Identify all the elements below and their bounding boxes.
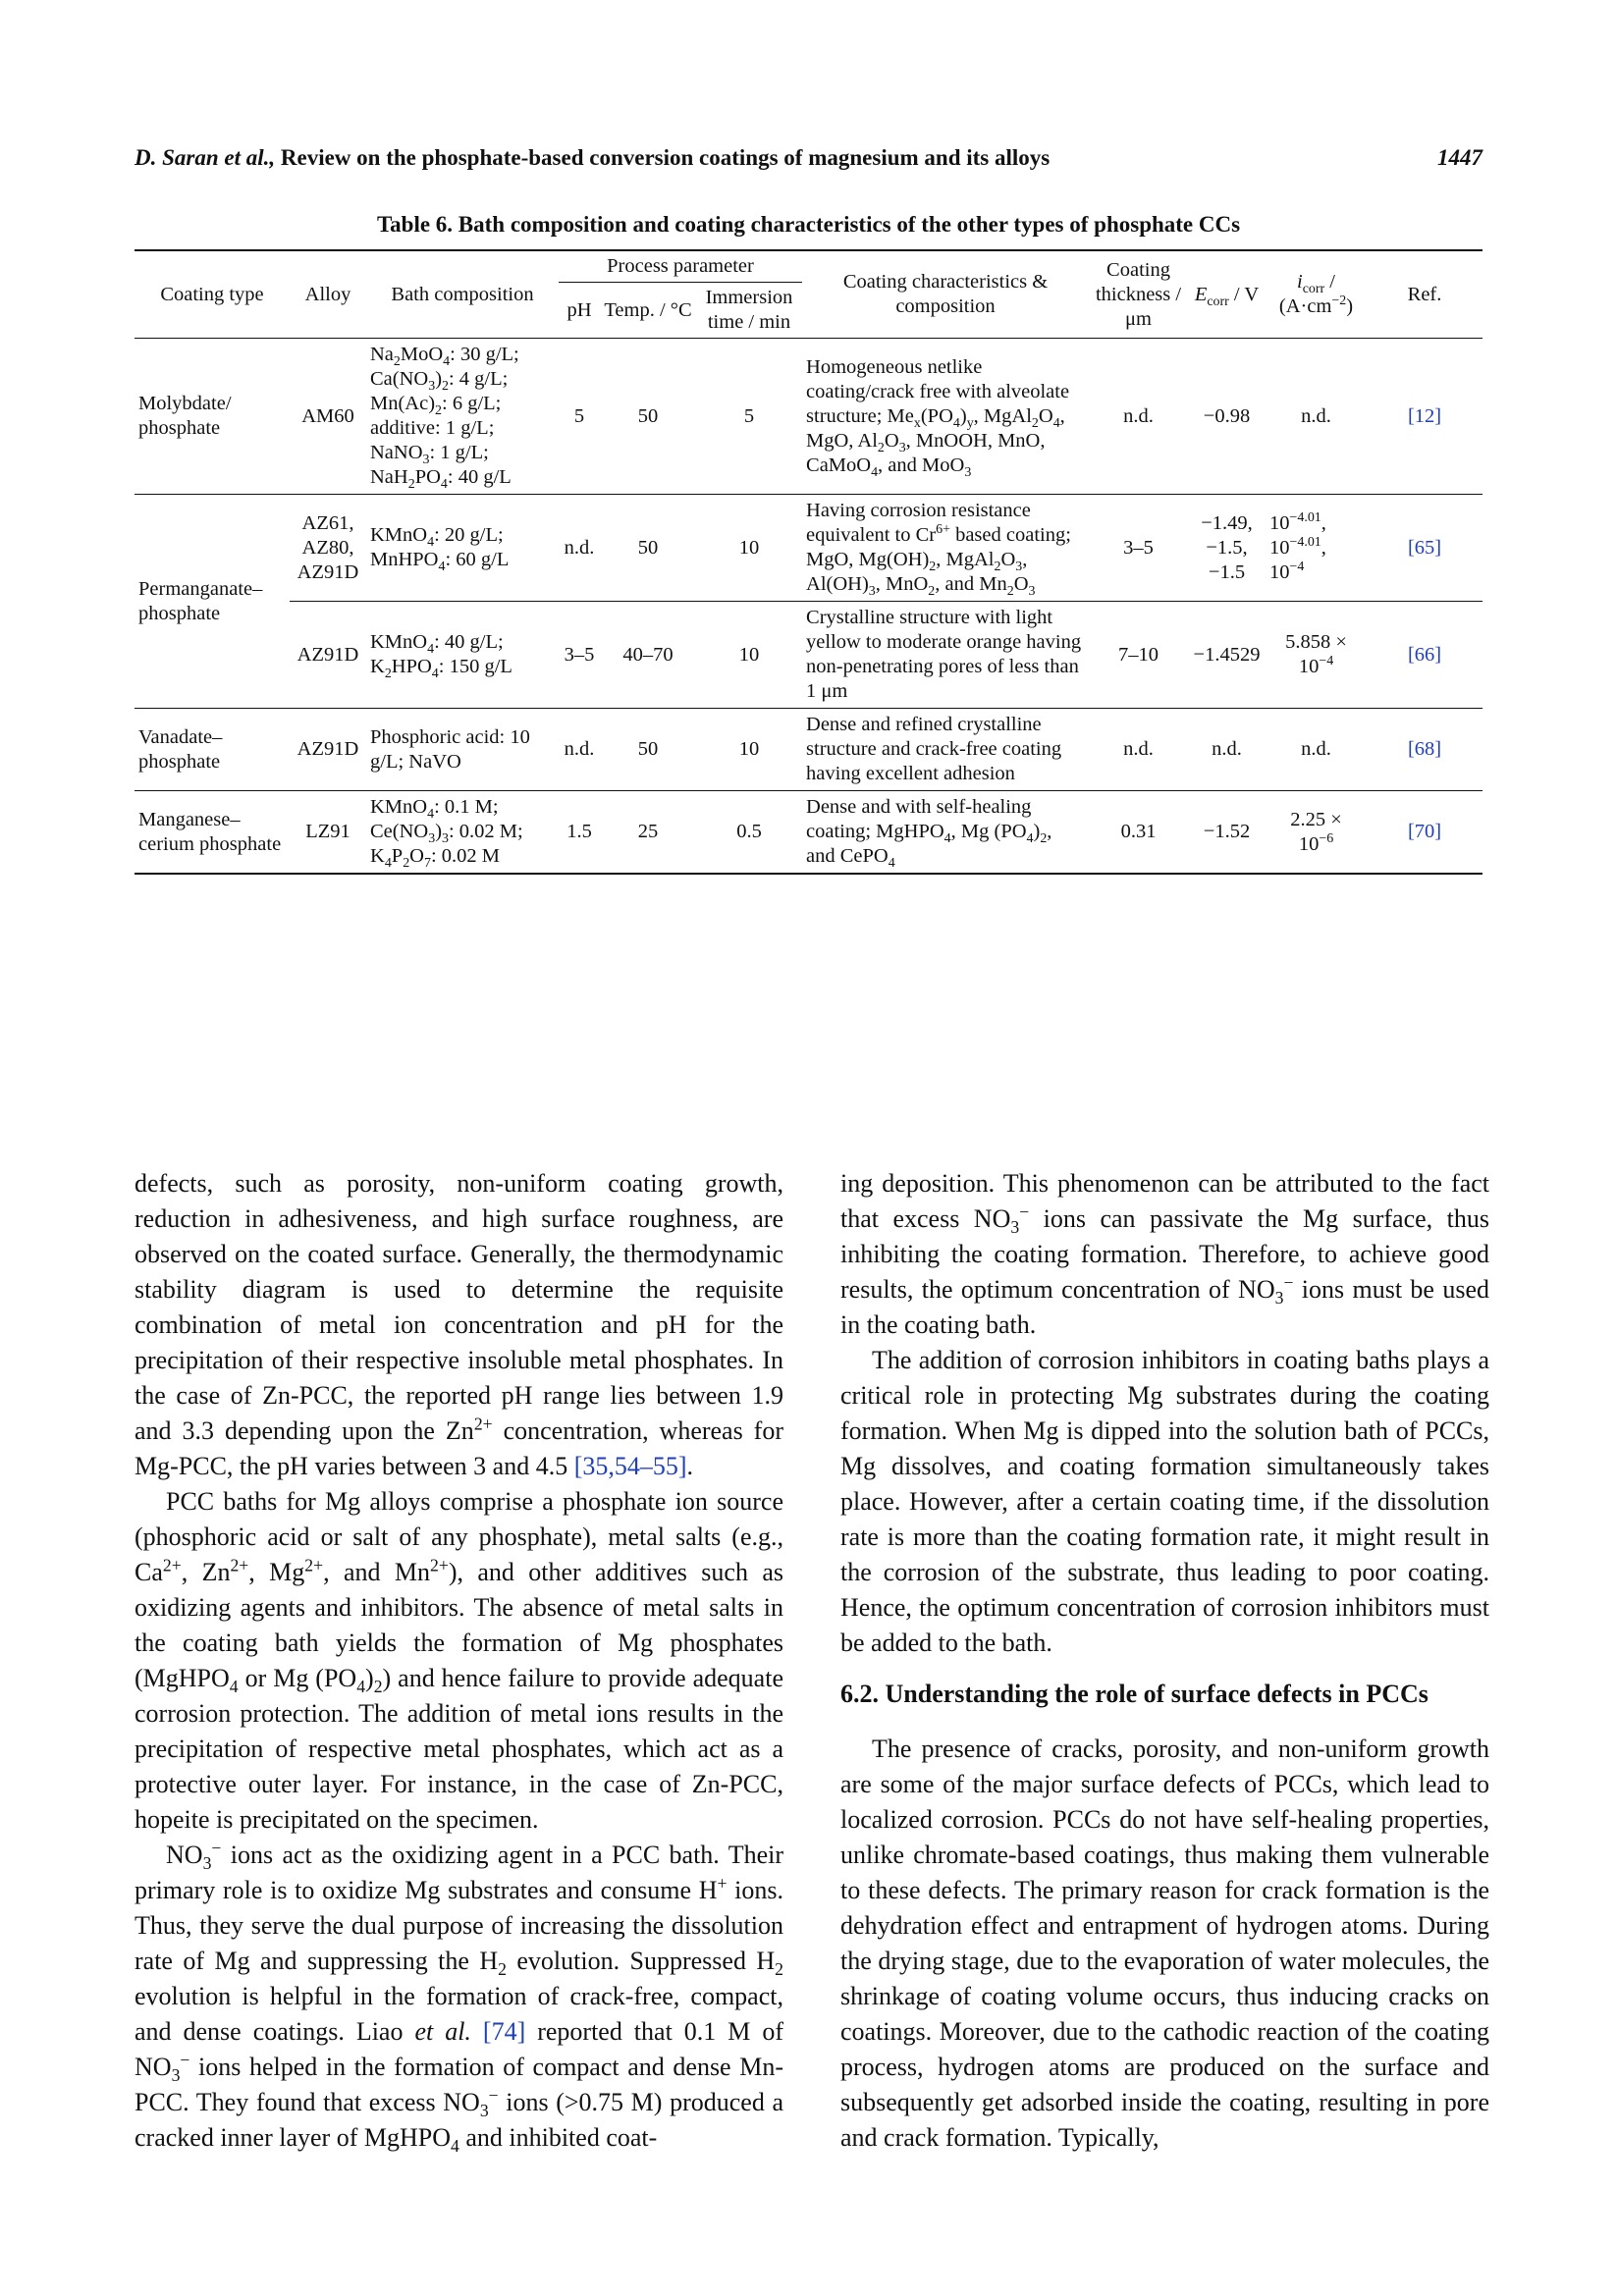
cell-alloy: AZ91D xyxy=(290,709,366,791)
cell-characteristics: Dense and with self-healing coating; MgHPO$_4$, Mg $(PO_4)_2$, and CePO$_4$ xyxy=(802,791,1089,875)
cell-ref[interactable]: [66] xyxy=(1367,602,1482,709)
cell-temp: 50 xyxy=(600,495,696,602)
cell-ph: n.d. xyxy=(559,709,600,791)
paragraph: The presence of cracks, porosity, and non-uniform growth are some of the major surface defects of PCCs, which lead to localized corrosion. PCCs do not have self-healing properties, unlike chromate-based coatings, thus making them vulnerable to these defects. The primary reason for crack formation is the dehydration effect and entrapment of hydrogen atoms. During the drying stage, due to the evaporation of water molecules, the shrinkage of coating volume occurs, thus inducing cracks on coatings. Moreover, due to the cathodic reaction of the coating process, hydrogen atoms are produced on the surface and subsequently get adsorbed inside the coating, resulting in pore and crack formation. Typically, xyxy=(840,1735,1489,2152)
cell-alloy: AM60 xyxy=(290,339,366,495)
header-temp: Temp. / °C xyxy=(600,283,696,339)
body-column-left xyxy=(135,1166,783,2156)
cell-bath: $Na_2MoO_4$: 30 g/L; $Ca(NO_3)_2$: 4 g/L; $Mn(Ac)_2$: 6 g/L; additive: 1 g/L; NaNO$_3$: 1 g/L; $NaH_2PO_4$: 40 g/L xyxy=(366,339,559,495)
cell-immersion: 0.5 xyxy=(696,791,802,875)
cell-coating-type: Molybdate/ phosphate xyxy=(135,339,290,495)
running-head-citation xyxy=(135,145,1050,171)
cell-thickness: n.d. xyxy=(1089,339,1188,495)
cell-temp: 40–70 xyxy=(600,602,696,709)
paragraph: ing deposition. This phenomenon can be attributed to the fact that excess $NO_3^-$ ions can passivate the Mg surface, thus inhibiting the coating formation. Therefore, to achieve good results, the optimum concentration of $NO_3^-$ ions must be used in the coating bath. xyxy=(840,1169,1489,1339)
cell-characteristics: Homogeneous netlike coating/crack free with alveolate structure; $Me_x(PO_4)_y$, $MgAl_2O_4$, MgO, $Al_2O_3$, MnOOH, MnO, CaMoO$_4$, and MoO$_3$ xyxy=(802,339,1089,495)
cell-bath: Phosphoric acid: 10 g/L; NaVO xyxy=(366,709,559,791)
cell-immersion: 5 xyxy=(696,339,802,495)
cell-alloy: AZ91D xyxy=(290,602,366,709)
cell-ref[interactable]: [65] xyxy=(1367,495,1482,602)
paragraph: PCC baths for Mg alloys comprise a phosphate ion source (phosphoric acid or salt of any phosphate), metal salts (e.g., $Ca^{2+}$, $Zn^{2+}$, $Mg^{2+}$, and $Mn^{2+}$), and other additives such as oxidizing agents and inhibitors. The absence of metal salts in the coating bath yields the formation of Mg phosphates (MgHPO$_4$ or Mg $(PO_4)_2$) and hence failure to provide adequate corrosion protection. The addition of metal ions results in the precipitation of respective metal phosphates, which act as a protective outer layer. For instance, in the case of Zn-PCC, hopeite is precipitated on the specimen. xyxy=(135,1487,783,1834)
paragraph: The addition of corrosion inhibitors in coating baths plays a critical role in protecting Mg substrates during the coating formation. When Mg is dipped into the solution bath of PCCs, Mg dissolves, and coating formation simultaneously takes place. However, after a certain coating time, if the dissolution rate is more than the coating formation rate, it might result in the corrosion of the substrate, thus leading to poor coating. Hence, the optimum concentration of corrosion inhibitors must be added to the bath. xyxy=(840,1346,1489,1657)
cell-ph: 5 xyxy=(559,339,600,495)
cell-ecorr: −0.98 xyxy=(1188,339,1266,495)
cell-thickness: 3–5 xyxy=(1089,495,1188,602)
cell-ref[interactable]: [70] xyxy=(1367,791,1482,875)
cell-icorr: $10^{-4.01}$, $10^{-4.01}$, $10^{-4}$ xyxy=(1266,495,1367,602)
cell-coating-type: Vanadate– phosphate xyxy=(135,709,290,791)
cell-icorr: n.d. xyxy=(1266,709,1367,791)
cell-characteristics: Crystalline structure with light yellow to moderate orange having non-penetrating pores of less than 1 μm xyxy=(802,602,1089,709)
cell-temp: 50 xyxy=(600,339,696,495)
cell-icorr: 5.858 × $10^{-4}$ xyxy=(1266,602,1367,709)
running-head-authors: D. Saran et al., xyxy=(135,145,276,170)
cell-icorr: n.d. xyxy=(1266,339,1367,495)
cell-bath: KMnO$_4$: 0.1 M; $Ce(NO_3)_3$: 0.02 M; $K_4P_2O_7$: 0.02 M xyxy=(366,791,559,875)
cell-characteristics: Having corrosion resistance equivalent to $Cr^{6+}$ based coating; MgO, $Mg(OH)_2$, $MgAl_2O_3$, $Al(OH)_3$, MnO$_2$, and $Mn_2O_3$ xyxy=(802,495,1089,602)
table-row xyxy=(135,709,1482,791)
cell-ref[interactable]: [12] xyxy=(1367,339,1482,495)
table-row xyxy=(135,339,1482,495)
data-table xyxy=(135,249,1482,875)
cell-thickness: 0.31 xyxy=(1089,791,1188,875)
cell-temp: 50 xyxy=(600,709,696,791)
cell-ecorr: −1.52 xyxy=(1188,791,1266,875)
cell-ecorr: −1.4529 xyxy=(1188,602,1266,709)
paragraph: $NO_3^-$ ions act as the oxidizing agent in a PCC bath. Their primary role is to oxidize Mg substrates and consume H+ ions. Thus, they serve the dual purpose of increasing the dissolution rate of Mg and suppressing the $H_2$ evolution. Suppressed $H_2$ evolution is helpful in the formation of crack-free, compact, and dense coatings. Liao et al. [74] reported that 0.1 M of $NO_3^-$ ions helped in the formation of compact and dense Mn-PCC. They found that excess $NO_3^-$ ions (>0.75 M) produced a cracked inner layer of MgHPO$_4$ and inhibited coat- xyxy=(135,1838,784,2157)
table-caption: Table 6. Bath composition and coating characteristics of the other types of phosphate CCs xyxy=(376,212,1241,237)
table-row xyxy=(135,791,1482,875)
header-ecorr: $E_{corr}$ / V xyxy=(1188,250,1266,339)
citation-link[interactable]: [74] xyxy=(482,2017,526,2046)
cell-ref[interactable]: [68] xyxy=(1367,709,1482,791)
header-coating-type: Coating type xyxy=(135,250,290,339)
citation-link[interactable]: [35,54–55] xyxy=(573,1452,687,1480)
running-head-title: Review on the phosphate-based conversion coatings of magnesium and its alloys xyxy=(280,145,1051,170)
header-immersion: Immersion time / min xyxy=(696,283,802,339)
paragraph: defects, such as porosity, non-uniform coating growth, reduction in adhesiveness, and high surface roughness, are observed on the coated surface. Generally, the thermodynamic stability diagram is used to determine the requisite combination of metal ion concentration and pH for the precipitation of their respective insoluble metal phosphates. In the case of Zn-PCC, the reported pH range lies between 1.9 and 3.3 depending upon the $Zn^{2+}$ concentration, whereas for Mg-PCC, the pH varies between 3 and 4.5 [35,54–55]. xyxy=(135,1169,783,1480)
cell-coating-type: Manganese– cerium phosphate xyxy=(135,791,290,875)
cell-bath: KMnO$_4$: 20 g/L; MnHPO$_4$: 60 g/L xyxy=(366,495,559,602)
header-coating-thickness: Coating thickness / μm xyxy=(1089,250,1188,339)
cell-ecorr: −1.49, −1.5, −1.5 xyxy=(1188,495,1266,602)
cell-immersion: 10 xyxy=(696,709,802,791)
cell-icorr: 2.25 × $10^{-6}$ xyxy=(1266,791,1367,875)
cell-ph: n.d. xyxy=(559,495,600,602)
cell-alloy: LZ91 xyxy=(290,791,366,875)
table-row xyxy=(135,495,1482,602)
cell-alloy: AZ61, AZ80, AZ91D xyxy=(290,495,366,602)
running-head xyxy=(135,145,1482,181)
header-alloy: Alloy xyxy=(290,250,366,339)
section-heading: 6.2. Understanding the role of surface defects in PCCs xyxy=(840,1680,1428,1708)
cell-characteristics: Dense and refined crystalline structure and crack-free coating having excellent adhesion xyxy=(802,709,1089,791)
cell-temp: 25 xyxy=(600,791,696,875)
cell-ecorr: n.d. xyxy=(1188,709,1266,791)
cell-coating-type: Permanganate– phosphate xyxy=(135,495,290,709)
cell-thickness: n.d. xyxy=(1089,709,1188,791)
header-ph: pH xyxy=(559,283,600,339)
cell-ph: 1.5 xyxy=(559,791,600,875)
cell-immersion: 10 xyxy=(696,602,802,709)
body-column-right xyxy=(840,1166,1489,2156)
cell-ph: 3–5 xyxy=(559,602,600,709)
header-icorr: $i_{corr} / (A\cdot cm^{-2})$ xyxy=(1266,250,1367,339)
table-6 xyxy=(135,249,1482,875)
cell-thickness: 7–10 xyxy=(1089,602,1188,709)
header-process-parameter: Process parameter xyxy=(559,250,802,283)
header-bath-composition: Bath composition xyxy=(366,250,559,339)
table-row xyxy=(135,602,1482,709)
header-ref: Ref. xyxy=(1367,250,1482,339)
cell-immersion: 10 xyxy=(696,495,802,602)
cell-bath: KMnO$_4$: 40 g/L; $K_2HPO_4$: 150 g/L xyxy=(366,602,559,709)
page-number: 1447 xyxy=(1437,145,1482,170)
header-coating-characteristics: Coating characteristics & composition xyxy=(802,250,1089,339)
